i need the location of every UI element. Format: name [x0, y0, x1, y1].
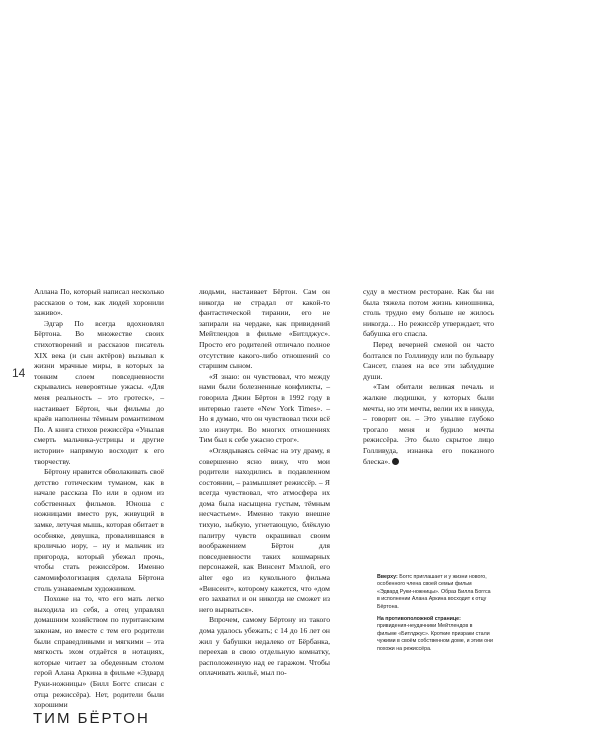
captions [377, 574, 493, 658]
paragraph: Аллана По, который написал несколько рассказов о том, как людей хоронили заживо». [34, 287, 164, 318]
paragraph: Перед вечерней сменой он часто болтался по Голливуду или по бульвару Сансет, глазея на все эти заблудшие души. [363, 339, 494, 381]
caption-label: На противоположной странице: [377, 616, 461, 623]
caption-label: Вверху: [377, 574, 398, 580]
paragraph: суду в местном ресторане. Как бы ни была тяжела потом жизнь киношника, столь трудно ему больше не жилось никогда… Но режиссёр утверждает, что бабушка его спасла. [363, 287, 494, 339]
text-column-2 [199, 287, 330, 679]
paragraph: Впрочем, самому Бёртону из такого дома удалось убежать; с 14 до 16 лет он жил у бабушки недалеко от Бёрбанка, переехав в свою отдельную комнатку, расположенную над ее гаражом. Чтобы оплачивать жильё, мыл по- [199, 615, 330, 678]
caption-text: Боггс приглашает и у жизни нового, особенного члена своей семьи фильм «Эдвард Руки-ножницы». Образ Билла Боггса в исполнении Алана Аркина восходит к отцу Бёртона. [377, 574, 491, 610]
paragraph: «Я знаю: он чувствовал, что между нами были болезненные конфликты, – говорила Джин Бёртон в 1992 году в интервью газете «New York Times». – Но я думаю, что он чувствовал тихи всё зло изнутри. Во многих отношениях Тим был к себе ужасно строг». [199, 371, 330, 445]
end-mark-icon [392, 458, 399, 465]
text-column-1 [34, 287, 164, 711]
caption-text: привидения-неудачники Мейтлендов в фильме «Битлджус». Кроткие призраки стали чужими в своём собственном доме, и этим они похожи на режиссёра. [377, 623, 493, 652]
running-footer: ТИМ БЁРТОН [33, 710, 150, 727]
paragraph-text: «Там обитали великая печаль и жалкие людишки, у которых были мечты, но эти мечты, велии их в никуда, – говорит он. – Это унылие глубоко трогало меня и будило мечты режиссёра. Это было скрытое лицо Голливуда, изнанка его показного блеска». [363, 382, 494, 466]
caption-opposite [377, 616, 493, 653]
text-column-3 [363, 287, 494, 467]
caption-top [377, 574, 493, 611]
paragraph: Бёртону нравится обволакивать своё детство готическим туманом, как в начале рассказа По или в одном из собственных фильмов. Юноша с ножницами вместо рук, живущий в замке, летучая мышь, которая обитает в особняке, девушка, провалившаяся в кроличью нору, – ну и мальчик из пригорода, который убежал прочь, чтобы стать режиссёром. Именно самомифологизация сделала Бёртона столь узнаваемым художником. [34, 467, 164, 593]
page-number: 14 [12, 366, 26, 380]
paragraph: Эдгар По всегда вдохновлял Бёртона. Во множестве своих стихотворений и рассказов писатель XIX века (и сын актёров) вызывал к жизни мрачные миры, в которых за тонким слоем повседневности скрывались невероятные ужасы. «Для меня реальность – это гротеск», – настаивает Бёртон, чьи фильмы до краёв наполнены тёмным романтизмом По. А книга стихов режиссёра «Унылая смерть мальчика-устрицы и другие истории» напрямую восходит к его творчеству. [34, 318, 164, 466]
paragraph: людьми, настаивает Бёртон. Сам он никогда не страдал от какой-то фантастической тирании, его не запирали на чердаке, как привидений Мейтлендов в фильме «Битлджус». Просто его родителей отличало полное отсутствие какого-либо отношений со старшим сыном. [199, 287, 330, 371]
paragraph [363, 382, 494, 467]
paragraph: «Оглядываясь сейчас на эту драму, я совершенно ясно вижу, что мои родители находились в подавленном состоянии, – размышляет режиссёр. – Я всегда чувствовал, что атмосфера их дома была насыщена густым, тёмным несчастьем». Именно такую внешне тихую, зыбкую, угнетающую, блёклую палитру чувств окрашивал своим воображением Бёртон для повседневности таких кошмарных персонажей, как Винсент Мэллой, его alter ego из кукольного фильма «Винсент», которому кажется, что «дом его захватил и он никогда не сможет из него вырваться». [199, 445, 330, 614]
paragraph: Похоже на то, что его мать легко выходила из себя, а отец управлял домашним хозяйством по пуританским законам, но вместе с тем его родители были справедливыми и мягкими – эта мягкость эхом отдаётся в нотациях, которые читает за обеденным столом герой Алана Аркина в фильме «Эдвард Руки-ножницы» (Билл Боггс списан с отца режиссёра). Нет, родители были хорошими [34, 594, 164, 710]
